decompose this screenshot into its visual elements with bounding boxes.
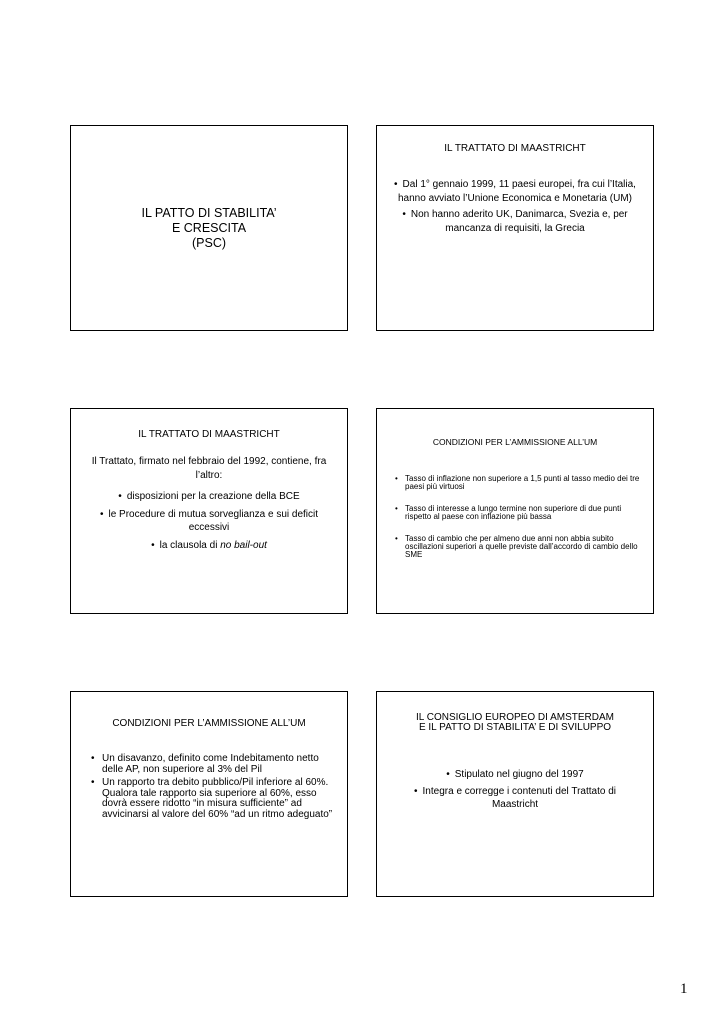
bullet-icon: • (395, 534, 398, 543)
list-item (389, 208, 641, 235)
bullet-icon: • (151, 539, 155, 551)
bullet-icon: • (446, 769, 450, 780)
bullet-text: Un rapporto tra debito pubblico/Pil inferiore al 60%. (102, 777, 329, 788)
list-item (91, 778, 337, 820)
slide-title: CONDIZIONI PER L’AMMISSIONE ALL’UM (432, 437, 598, 447)
bullet-text: Tasso di cambio che per almeno due anni non abbia subito oscillazioni superiori a quelle previste dall’accordo di cambio dello SME (405, 534, 638, 559)
bullet-text: Tasso di inflazione non superiore a 1,5 punti al tasso medio dei tre paesi più virtuosi (405, 474, 640, 491)
bullet-icon: • (402, 209, 406, 220)
slide-1 (70, 125, 348, 331)
slide-4 (376, 408, 654, 614)
list-item (83, 539, 335, 553)
list-item (391, 785, 639, 812)
title-line: (PSC) (191, 236, 227, 250)
bullet-list (395, 475, 641, 573)
slide-3 (70, 408, 348, 614)
bullet-text: Tasso di interesse a lungo termine non superiore di due punti rispetto al paese con inflazione più bassa (405, 504, 622, 521)
title-line: IL CONSIGLIO EUROPEO DI AMSTERDAM (416, 712, 614, 723)
bullet-list (91, 754, 337, 823)
list-item (91, 754, 337, 775)
bullet-icon: • (414, 785, 418, 797)
list-item (395, 475, 641, 491)
bullet-text: Stipulato nel giugno del 1997 (454, 769, 584, 780)
bullet-text: Qualora tale rapporto sia superiore al 60%, esso dovrà essere ridotto “in misura sufficiente” ad avvicinarsi al valore del 60% “ad un ritmo adeguato” (102, 787, 333, 820)
slide-5 (70, 691, 348, 897)
bullet-icon: • (395, 474, 398, 483)
bullet-icon: • (91, 777, 95, 788)
title-line: E CRESCITA (171, 221, 247, 235)
slide-intro: Il Trattato, firmato nel febbraio del 1992, contiene, fra l’altro: (91, 456, 327, 481)
bullet-icon: • (118, 491, 122, 502)
bullet-text: Dal 1° gennaio 1999, 11 paesi europei, fra cui l’Italia, hanno avviato l’Unione Economica e Monetaria (UM) (397, 179, 636, 204)
bullet-icon: • (395, 504, 398, 513)
list-item (391, 768, 639, 782)
bullet-list (391, 768, 639, 815)
slide-title: CONDIZIONI PER L’AMMISSIONE ALL’UM (112, 718, 306, 729)
list-item (389, 178, 641, 205)
bullet-text: Integra e corregge i contenuti del Trattato di Maastricht (422, 785, 616, 810)
slide-title (383, 713, 647, 733)
bullet-list (389, 178, 641, 238)
bullet-emphasis: no bail-out (220, 539, 267, 551)
list-item (395, 535, 641, 559)
bullet-text: Non hanno aderito UK, Danimarca, Svezia e, per mancanza di requisiti, la Grecia (410, 209, 628, 234)
slide-6 (376, 691, 654, 897)
list-item (395, 505, 641, 521)
bullet-text: Un disavanzo, definito come Indebitamento netto delle AP, non superiore al 3% del Pil (102, 753, 319, 775)
list-item (83, 490, 335, 504)
bullet-icon: • (394, 179, 398, 190)
slide-title: IL TRATTATO DI MAASTRICHT (444, 143, 586, 154)
title-line: E IL PATTO DI STABILITA’ E DI SVILUPPO (418, 722, 612, 733)
slide-title (71, 206, 347, 251)
slide-2 (376, 125, 654, 331)
title-line: IL PATTO DI STABILITA’ (141, 206, 277, 220)
bullet-icon: • (99, 508, 104, 520)
bullet-icon: • (91, 753, 95, 764)
bullet-text: disposizioni per la creazione della BCE (126, 491, 300, 502)
list-item (83, 508, 335, 535)
bullet-text: la clausola di (159, 539, 221, 551)
bullet-list (83, 490, 335, 556)
bullet-text: le Procedure di mutua sorveglianza e sui deficit eccessivi (108, 508, 319, 533)
slide-title: IL TRATTATO DI MAASTRICHT (138, 429, 280, 440)
page-number: 1 (680, 981, 688, 997)
